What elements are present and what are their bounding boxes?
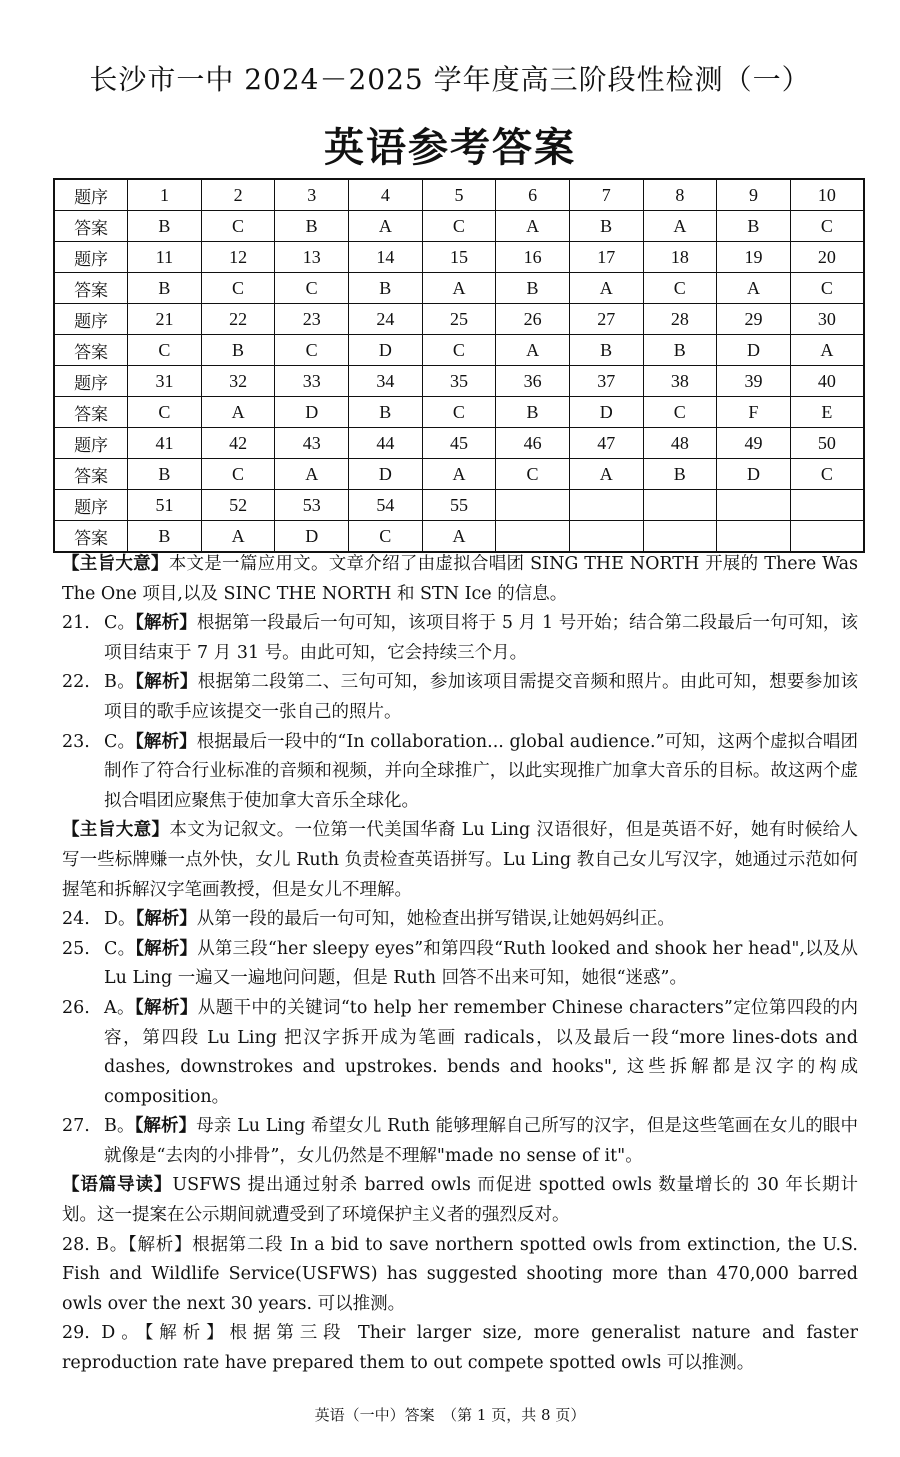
- question-number-cell: 1: [128, 179, 202, 211]
- analysis-tag: 【解析】: [134, 997, 198, 1018]
- answer-letter: D。: [104, 909, 136, 930]
- summary-paragraph: [62, 816, 858, 905]
- question-explanation: [62, 609, 858, 668]
- answer-cell: D: [275, 521, 349, 553]
- row-label: 答案: [54, 397, 128, 428]
- answer-table-row: [54, 428, 864, 459]
- answer-cell: [643, 521, 717, 553]
- explanation-text: 本文是一篇应用文。文章介绍了由虚拟合唱团 SING THE NORTH 开展的 There Was The One 项目,以及 SINC THE NORTH 和 STN Ice 的信息。: [62, 554, 859, 604]
- answer-cell: D: [275, 397, 349, 428]
- analysis-tag: 【解析】: [135, 613, 197, 634]
- question-number-cell: 4: [349, 179, 423, 211]
- summary-paragraph: [62, 1171, 858, 1230]
- explanation-text: 根据第三段 Their larger size, more generalist nature and faster reproduction rate have prepared them to out compete spotted owls 可以推测。: [62, 1323, 858, 1374]
- question-number-cell: 11: [128, 242, 202, 273]
- answer-cell: D: [349, 459, 423, 490]
- answer-cell: A: [569, 273, 643, 304]
- answer-cell: A: [496, 211, 570, 242]
- question-number-cell: 13: [275, 242, 349, 273]
- answer-table-row: [54, 366, 864, 397]
- question-number-cell: 37: [569, 366, 643, 397]
- answer-cell: C: [422, 397, 496, 428]
- row-label: 题序: [54, 242, 128, 273]
- question-number-cell: 34: [349, 366, 423, 397]
- document-title: 长沙市一中 2024－2025 学年度高三阶段性检测（一）: [89, 63, 811, 96]
- analysis-tag: 【解析】: [135, 909, 197, 930]
- answer-cell: C: [790, 211, 864, 242]
- question-number-cell: 18: [643, 242, 717, 273]
- question-number: 27.: [62, 1116, 90, 1137]
- question-number-cell: [496, 490, 570, 521]
- question-number-cell: 28: [643, 304, 717, 335]
- explanation-text: 根据第二段 In a bid to save northern spotted owls from extinction, the U.S. Fish and Wildlife Service(USFWS) has suggested shooting more than 470,000 barred owls over the next 30 years. 可以推测。: [62, 1234, 858, 1314]
- question-number-cell: 39: [717, 366, 791, 397]
- answer-cell: D: [349, 335, 423, 366]
- answer-cell: B: [128, 211, 202, 242]
- answer-cell: C: [275, 335, 349, 366]
- explanation-text: 本文为记叙文。一位第一代美国华裔 Lu Ling 汉语很好，但是英语不好，她有时候给人写一些标牌赚一点外快，女儿 Ruth 负责检查英语拼写。Lu Ling 教自己女儿写汉字，她通过示范如何握笔和拆解汉字笔画教授，但是女儿不理解。: [62, 820, 858, 900]
- answer-cell: [717, 521, 791, 553]
- question-explanation: [62, 1112, 858, 1171]
- answer-cell: B: [349, 273, 423, 304]
- question-number-cell: 43: [275, 428, 349, 459]
- answer-letter: B。: [104, 672, 136, 693]
- answer-cell: B: [349, 397, 423, 428]
- analysis-tag: 【解析】: [135, 672, 198, 693]
- question-number: 21.: [62, 613, 90, 634]
- question-number-cell: 5: [422, 179, 496, 211]
- answer-table-row: [54, 490, 864, 521]
- answer-table-row: [54, 242, 864, 273]
- answer-cell: C: [422, 335, 496, 366]
- question-number-cell: 51: [128, 490, 202, 521]
- question-number: 24.: [62, 909, 90, 930]
- question-number-cell: 22: [201, 304, 275, 335]
- question-number-cell: 3: [275, 179, 349, 211]
- summary-paragraph: [62, 550, 858, 609]
- answer-cell: D: [717, 335, 791, 366]
- answer-cell: A: [569, 459, 643, 490]
- row-label: 题序: [54, 304, 128, 335]
- question-number: 25.: [62, 938, 90, 959]
- page-footer: 英语（一中）答案 （第 1 页，共 8 页）: [314, 1406, 586, 1424]
- answer-cell: A: [717, 273, 791, 304]
- answer-cell: A: [790, 335, 864, 366]
- answer-cell: [496, 521, 570, 553]
- answer-cell: A: [349, 211, 423, 242]
- row-label: 答案: [54, 521, 128, 553]
- answer-cell: A: [422, 459, 496, 490]
- explanation-text: 根据第二段第二、三句可知，参加该项目需提交音频和照片。由此可知，想要参加该项目的歌手应该提交一张自己的照片。: [104, 672, 858, 722]
- row-label: 题序: [54, 179, 128, 211]
- question-number-cell: 40: [790, 366, 864, 397]
- question-number-cell: 55: [422, 490, 496, 521]
- question-number-cell: 54: [349, 490, 423, 521]
- question-number-cell: 19: [717, 242, 791, 273]
- row-label: 题序: [54, 366, 128, 397]
- explanation-text: 从第三段“her sleepy eyes”和第四段“Ruth looked and shook her head",以及从 Lu Ling 一遍又一遍地问问题，但是 Ruth 回答不出来可知，她很“迷惑”。: [104, 938, 859, 989]
- answer-cell: C: [201, 273, 275, 304]
- question-number-cell: 48: [643, 428, 717, 459]
- question-number-cell: 29: [717, 304, 791, 335]
- answer-cell: C: [201, 211, 275, 242]
- question-number-cell: 16: [496, 242, 570, 273]
- question-number-cell: 9: [717, 179, 791, 211]
- question-number-cell: 53: [275, 490, 349, 521]
- question-explanation: [62, 935, 858, 994]
- answer-cell: B: [128, 273, 202, 304]
- question-number-cell: 30: [790, 304, 864, 335]
- explanation-text: 根据最后一段中的“In collaboration... global audience.”可知，这两个虚拟合唱团制作了符合行业标准的音频和视频，并向全球推广，以此实现推广加拿大音乐的目标。故这两个虚拟合唱团应聚焦于使加拿大音乐全球化。: [104, 731, 859, 811]
- answer-cell: B: [128, 459, 202, 490]
- answer-cell: B: [275, 211, 349, 242]
- answer-cell: F: [717, 397, 791, 428]
- question-prefix: 28. B。【解析】: [62, 1234, 193, 1255]
- question-number-cell: 15: [422, 242, 496, 273]
- answer-cell: B: [201, 335, 275, 366]
- question-number: 26.: [62, 997, 90, 1018]
- question-number-cell: 14: [349, 242, 423, 273]
- row-label: 答案: [54, 335, 128, 366]
- answer-cell: C: [643, 273, 717, 304]
- question-number-cell: 20: [790, 242, 864, 273]
- question-explanation: [62, 905, 858, 935]
- question-number: 23.: [62, 731, 90, 752]
- question-number-cell: 25: [422, 304, 496, 335]
- answer-cell: C: [128, 335, 202, 366]
- answer-cell: B: [496, 273, 570, 304]
- row-label: 题序: [54, 428, 128, 459]
- answer-table-row: [54, 397, 864, 428]
- question-number-cell: 49: [717, 428, 791, 459]
- answer-cell: D: [569, 397, 643, 428]
- analysis-tag: 【解析】: [134, 1116, 197, 1137]
- question-number-cell: [790, 490, 864, 521]
- question-number-cell: 50: [790, 428, 864, 459]
- question-number-cell: 24: [349, 304, 423, 335]
- answer-cell: C: [128, 397, 202, 428]
- question-number-cell: 17: [569, 242, 643, 273]
- row-label: 答案: [54, 273, 128, 304]
- question-number-cell: 31: [128, 366, 202, 397]
- question-number-cell: 46: [496, 428, 570, 459]
- question-number-cell: [569, 490, 643, 521]
- summary-paragraph: [62, 1319, 858, 1378]
- answer-table-row: [54, 211, 864, 242]
- question-number-cell: 41: [128, 428, 202, 459]
- answer-cell: A: [422, 273, 496, 304]
- question-explanation: [62, 668, 858, 727]
- question-number-cell: 7: [569, 179, 643, 211]
- answer-table-row: [54, 459, 864, 490]
- answer-cell: [569, 521, 643, 553]
- answer-cell: C: [349, 521, 423, 553]
- question-number-cell: 8: [643, 179, 717, 211]
- summary-tag: 【主旨大意】: [62, 554, 169, 574]
- question-number-cell: 6: [496, 179, 570, 211]
- answer-cell: B: [643, 335, 717, 366]
- answer-cell: C: [201, 459, 275, 490]
- question-number-cell: 2: [201, 179, 275, 211]
- answer-cell: B: [569, 335, 643, 366]
- answer-letter: B。: [104, 1116, 135, 1137]
- row-label: 题序: [54, 490, 128, 521]
- question-number-cell: [717, 490, 791, 521]
- answer-cell: A: [643, 211, 717, 242]
- question-number-cell: 23: [275, 304, 349, 335]
- explanation-text: 从题干中的关键词“to help her remember Chinese characters”定位第四段的内容，第四段 Lu Ling 把汉字拆开成为笔画 radicals，以及最后一段“more lines-dots and dashes, downstrokes and upstrokes. bends and hooks", 这些拆解都是汉字的构成 composition。: [104, 997, 858, 1107]
- answer-cell: B: [643, 459, 717, 490]
- question-number-cell: 42: [201, 428, 275, 459]
- row-label: 答案: [54, 459, 128, 490]
- question-number-cell: 32: [201, 366, 275, 397]
- question-number-cell: 10: [790, 179, 864, 211]
- answer-table-row: [54, 521, 864, 553]
- question-number-cell: 45: [422, 428, 496, 459]
- question-number-cell: 47: [569, 428, 643, 459]
- analysis-tag: 【解析】: [135, 938, 198, 959]
- answer-cell: C: [422, 211, 496, 242]
- summary-paragraph: [62, 1231, 858, 1320]
- question-number-cell: 35: [422, 366, 496, 397]
- answer-cell: B: [569, 211, 643, 242]
- row-label: 答案: [54, 211, 128, 242]
- answer-cell: B: [496, 397, 570, 428]
- answer-cell: A: [422, 521, 496, 553]
- answer-letter: A。: [104, 997, 135, 1018]
- summary-tag: 【主旨大意】: [62, 820, 170, 841]
- answer-table-row: [54, 335, 864, 366]
- answer-table: [53, 178, 865, 553]
- question-number-cell: 52: [201, 490, 275, 521]
- question-number-cell: 27: [569, 304, 643, 335]
- answer-cell: A: [201, 397, 275, 428]
- question-number-cell: 26: [496, 304, 570, 335]
- question-explanation: [62, 728, 858, 817]
- answer-cell: C: [790, 459, 864, 490]
- answer-cell: B: [128, 521, 202, 553]
- answer-cell: C: [643, 397, 717, 428]
- question-number-cell: 21: [128, 304, 202, 335]
- answer-cell: C: [790, 273, 864, 304]
- answer-letter: C。: [104, 938, 136, 959]
- answer-table-row: [54, 273, 864, 304]
- question-number-cell: 12: [201, 242, 275, 273]
- answer-table-row: [54, 179, 864, 211]
- explanations: [62, 550, 858, 1379]
- answer-cell: C: [275, 273, 349, 304]
- question-explanation: [62, 994, 858, 1112]
- answer-cell: C: [496, 459, 570, 490]
- answer-cell: A: [275, 459, 349, 490]
- question-number-cell: 44: [349, 428, 423, 459]
- question-number-cell: 33: [275, 366, 349, 397]
- answer-cell: E: [790, 397, 864, 428]
- answer-letter: C。: [104, 731, 136, 752]
- document-subtitle: 英语参考答案: [324, 125, 576, 171]
- summary-tag: 【语篇导读】: [62, 1175, 173, 1196]
- analysis-tag: 【解析】: [135, 731, 197, 752]
- question-number-cell: 38: [643, 366, 717, 397]
- question-number-cell: [643, 490, 717, 521]
- answer-cell: [790, 521, 864, 553]
- explanation-text: 母亲 Lu Ling 希望女儿 Ruth 能够理解自己所写的汉字，但是这些笔画在女儿的眼中就像是“去肉的小排骨”，女儿仍然是不理解"made no sense of it"。: [104, 1116, 858, 1166]
- explanation-text: USFWS 提出通过射杀 barred owls 而促进 spotted owls 数量增长的 30 年长期计划。这一提案在公示期间就遭受到了环境保护主义者的强烈反对。: [62, 1175, 859, 1226]
- answer-cell: A: [496, 335, 570, 366]
- explanation-text: 根据第一段最后一句可知，该项目将于 5 月 1 号开始；结合第二段最后一句可知，该项目结束于 7 月 31 号。由此可知，它会持续三个月。: [104, 613, 858, 663]
- explanation-text: 从第一段的最后一句可知，她检查出拼写错误,让她妈妈纠正。: [196, 909, 675, 930]
- question-number: 22.: [62, 672, 90, 693]
- answer-cell: B: [717, 211, 791, 242]
- answer-letter: C。: [104, 613, 136, 634]
- question-number-cell: 36: [496, 366, 570, 397]
- answer-cell: A: [201, 521, 275, 553]
- question-prefix: 29. D。【解析】: [62, 1323, 230, 1344]
- answer-table-row: [54, 304, 864, 335]
- answer-cell: D: [717, 459, 791, 490]
